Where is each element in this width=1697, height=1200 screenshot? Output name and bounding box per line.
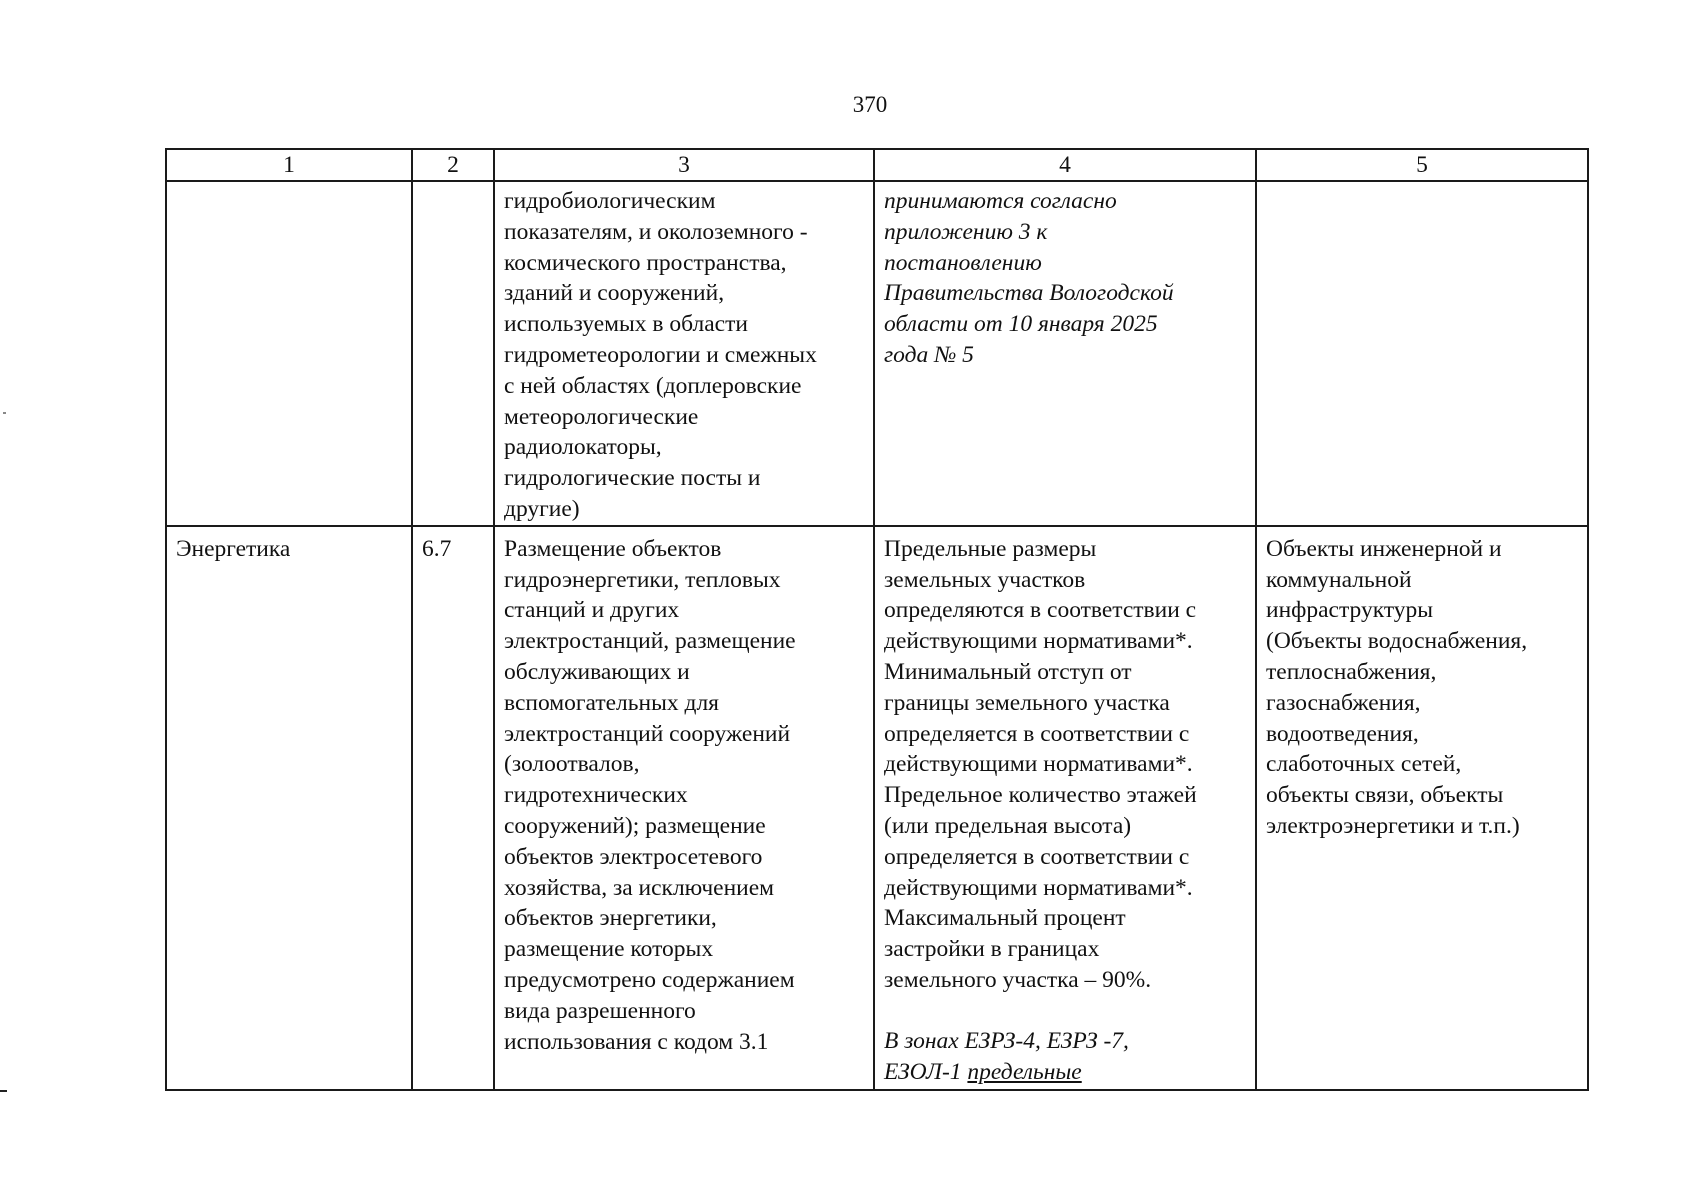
- description-text: Размещение объектов гидроэнергетики, тепловых станций и других электростанций, размещение обслуживающих и вспомогательных для электростанций сооружений (золоотвалов, гидротехнических сооружений); размещение объектов электросетевого хозяйства, за исключением объектов энергетики, размещение которых предусмотрено содержанием вида разрешенного использования с кодом 3.1: [504, 535, 796, 1055]
- column-header: 2: [412, 149, 494, 181]
- cell-use-type: [166, 181, 412, 526]
- scan-artifact: [3, 412, 6, 414]
- parameters-text: Предельные размеры земельных участков определяются в соответствии с действующими нормативами*. Минимальный отступ от границы земельного участка определяется в соответствии с действующими нормативами*. Предельное количество этажей (или предельная высота) определяется в соответствии с действующими нормативами*. Максимальный процент застройки в границах земельного участка – 90%.: [884, 535, 1197, 993]
- cell-description: [494, 526, 874, 1090]
- page-number: 370: [852, 92, 888, 117]
- column-header: 5: [1256, 149, 1588, 181]
- table-header-row: [166, 149, 1588, 181]
- column-header: 1: [166, 149, 412, 181]
- use-type-text: Энергетика: [176, 535, 291, 562]
- cell-auxiliary: [1256, 181, 1588, 526]
- cell-code: [412, 526, 494, 1090]
- table-row-energy: [166, 526, 1588, 1090]
- scan-artifact: [0, 1090, 7, 1092]
- table-row-continued: [166, 181, 1588, 526]
- code-text: 6.7: [422, 535, 452, 562]
- column-header: 3: [494, 149, 874, 181]
- cell-parameters: [874, 181, 1256, 526]
- parameters-text: принимаются согласно приложению 3 к постановлению Правительства Вологодской области от 10 января 2025 года № 5: [884, 188, 1174, 368]
- cell-description: [494, 181, 874, 526]
- cell-auxiliary: [1256, 526, 1588, 1090]
- zone-note-line-2: ЕЗОЛ-1 предельные: [884, 1058, 1082, 1085]
- cell-use-type: [166, 526, 412, 1090]
- cell-code: [412, 181, 494, 526]
- auxiliary-text: Объекты инженерной и коммунальной инфраструктуры (Объекты водоснабжения, теплоснабжения, газоснабжения, водоотведения, слаботочных сетей, объекты связи, объекты электроэнергетики и т.п.): [1266, 535, 1528, 839]
- spacer: [884, 996, 1246, 1026]
- land-use-table: [165, 148, 1589, 1091]
- description-text: гидробиологическим показателям, и околоземного - космического пространства, зданий и сооружений, используемых в области гидрометеорологии и смежных с ней областях (доплеровские метеорологические радиолокаторы, гидрологические посты и другие): [504, 188, 817, 522]
- zone-note-line-1: В зонах ЕЗРЗ-4, ЕЗРЗ -7,: [884, 1027, 1129, 1054]
- column-header: 4: [874, 149, 1256, 181]
- cell-parameters: [874, 526, 1256, 1090]
